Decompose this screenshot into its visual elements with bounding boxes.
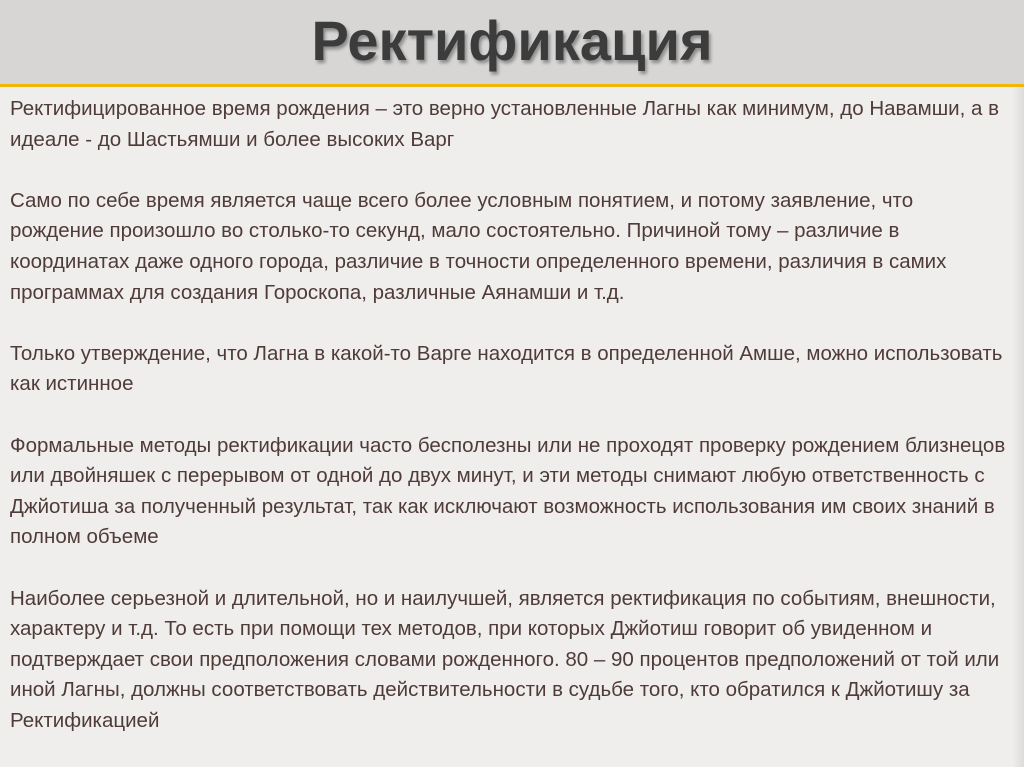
edge-shadow bbox=[1012, 87, 1024, 767]
accent-divider bbox=[0, 84, 1024, 87]
slide-body bbox=[10, 94, 1006, 767]
slide-title: Ректификация bbox=[311, 9, 713, 72]
title-bar bbox=[0, 0, 1024, 84]
paragraph-lagna-statement: Только утверждение, что Лагна в какой-то Варге находится в определенной Амше, можно использовать как истинное bbox=[10, 341, 1003, 396]
paragraph-rectified-time: Ректифицированное время рождения – это верно установленные Лагны как минимум, до Навамши, а в идеале - до Шастьямши и более высоких Варг bbox=[10, 97, 999, 151]
paragraph-formal-methods: Формальные методы ректификации часто бесполезны или не проходят проверку рождением близнецов или двойняшек с перерывом от одной до двух минут, и эти методы снимают любую ответственность с Джйотиша за полученный результат, так как исключают возможность использования им своих знаний в полном объеме bbox=[10, 433, 1006, 549]
paragraph-event-rectification: Наиболее серьезной и длительной, но и наилучшей, является ректификация по событиям, внешности, характеру и т.д. То есть при помощи тех методов, при которых Джйотиш говорит об увиденном и подтверждает свои предположения словами рожденного. 80 – 90 процентов предположений от той или иной Лагны, должны соответствовать действительности в судьбе того, кто обратился к Джйотишу за Ректификацией bbox=[10, 586, 1000, 732]
paragraph-time-concept: Само по себе время является чаще всего более условным понятием, и потому заявление, что рождение произошло во столько-то секунд, мало состоятельно. Причиной тому – различие в координатах даже одного города, различие в точности определенного времени, различия в самих программах для создания Гороскопа, различные Аянамши и т.д. bbox=[10, 188, 947, 304]
